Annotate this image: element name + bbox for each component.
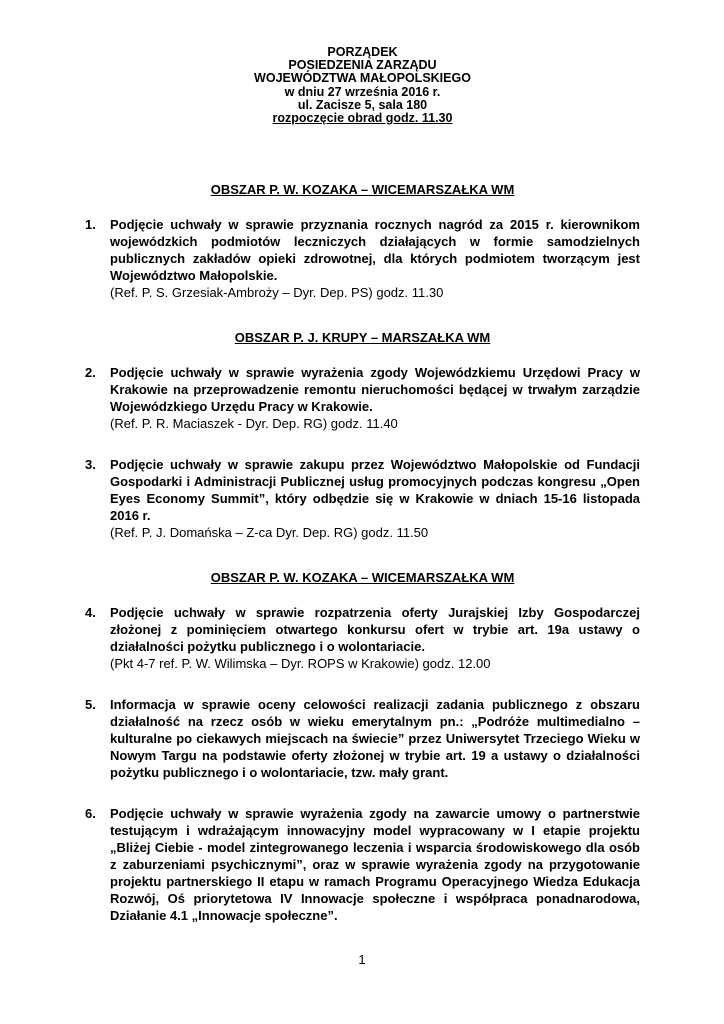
document-header	[85, 46, 640, 125]
item-number: 1.	[85, 217, 96, 233]
item-ref: (Ref. P. R. Maciaszek - Dyr. Dep. RG) godz. 11.40	[110, 416, 398, 432]
section-heading: OBSZAR P. J. KRUPY – MARSZAŁKA WM	[234, 330, 491, 346]
item-number: 3.	[85, 457, 96, 473]
agenda-item-6	[85, 805, 640, 924]
item-text: Podjęcie uchwały w sprawie rozpatrzenia oferty Jurajskiej Izby Gospodarczej złożonej z pominięciem otwartego konkursu ofert w trybie art. 19a ustawy o działalności pożytku publicznego i o wolontariacie.	[110, 605, 640, 655]
agenda-section-1	[85, 181, 640, 301]
agenda-item-5	[85, 696, 640, 781]
agenda-section-2	[85, 329, 640, 541]
item-body	[110, 364, 640, 432]
header-line-meeting: POSIEDZENIA ZARZĄDU	[288, 58, 437, 73]
item-text: Podjęcie uchwały w sprawie wyrażenia zgody na zawarcie umowy o partnerstwie testującym i wdrażającym innowacyjny model wypracowany w I etapie projektu „Bliżej Ciebie - model zintegrowanego leczenia i wsparcia środowiskowego dla osób z zaburzeniami psychicznymi”, oraz w sprawie wyrażenia zgody na przygotowanie projektu partnerskiego II etapu w ramach Programu Operacyjnego Wiedza Edukacja Rozwój, Oś priorytetowa IV Innowacje społeczne i współpraca ponadnarodowa, Działanie 4.1 „Innowacje społeczne”.	[110, 806, 640, 924]
item-body	[110, 696, 640, 781]
item-ref: (Ref. P. S. Grzesiak-Ambroży – Dyr. Dep. PS) godz. 11.30	[110, 285, 444, 301]
header-line-date: w dniu 27 września 2016 r.	[284, 84, 441, 99]
header-line-start-time: rozpoczęcie obrad godz. 11.30	[272, 111, 453, 126]
item-text: Podjęcie uchwały w sprawie wyrażenia zgody Wojewódzkiemu Urzędowi Pracy w Krakowie na przeprowadzenie remontu nieruchomości będącej w trwałym zarządzie Wojewódzkiego Urzędu Pracy w Krakowie.	[110, 365, 640, 415]
item-number: 6.	[85, 806, 96, 822]
item-body	[110, 216, 640, 301]
item-ref: (Pkt 4-7 ref. P. W. Wilimska – Dyr. ROPS w Krakowie) godz. 12.00	[110, 656, 491, 672]
item-body	[110, 805, 640, 924]
agenda-item-3	[85, 456, 640, 541]
item-ref: (Ref. P. J. Domańska – Z-ca Dyr. Dep. RG) godz. 11.50	[110, 525, 429, 541]
item-body	[110, 456, 640, 541]
header-line-voivodeship: WOJEWÓDZTWA MAŁOPOLSKIEGO	[254, 71, 471, 86]
item-number: 4.	[85, 605, 96, 621]
item-body	[110, 604, 640, 672]
section-heading: OBSZAR P. W. KOZAKA – WICEMARSZAŁKA WM	[210, 182, 515, 198]
item-number: 2.	[85, 365, 96, 381]
item-text: Informacja w sprawie oceny celowości realizacji zadania publicznego z obszaru działalność na rzecz osób w wieku emerytalnym pn.: „Podróże multimedialno – kulturalne po ciekawych miejscach na świecie” przez Uniwersytet Trzeciego Wieku w Nowym Targu na podstawie oferty złożonej w trybie art. 19 a ustawy o działalności pożytku publicznego i o wolontariacie, tzw. mały grant.	[110, 697, 640, 781]
item-number: 5.	[85, 697, 96, 713]
header-line-title: PORZĄDEK	[327, 45, 398, 59]
agenda-section-3	[85, 569, 640, 924]
section-heading: OBSZAR P. W. KOZAKA – WICEMARSZAŁKA WM	[210, 570, 515, 586]
page-number: 1	[358, 952, 366, 967]
agenda-item-4	[85, 604, 640, 672]
item-text: Podjęcie uchwały w sprawie zakupu przez Województwo Małopolskie od Fundacji Gospodarki i Administracji Publicznej usług promocyjnych podczas kongresu „Open Eyes Economy Summit”, który odbędzie się w Krakowie w dniach 15-16 listopada 2016 r.	[110, 457, 640, 524]
header-line-address: ul. Zacisze 5, sala 180	[297, 97, 428, 112]
item-text: Podjęcie uchwały w sprawie przyznania rocznych nagród za 2015 r. kierownikom wojewódzkich podmiotów leczniczych działających w formie samodzielnych publicznych zakładów opieki zdrowotnej, dla których podmiotem tworzącym jest Województwo Małopolskie.	[110, 217, 640, 284]
agenda-item-1	[85, 216, 640, 301]
agenda-item-2	[85, 364, 640, 432]
